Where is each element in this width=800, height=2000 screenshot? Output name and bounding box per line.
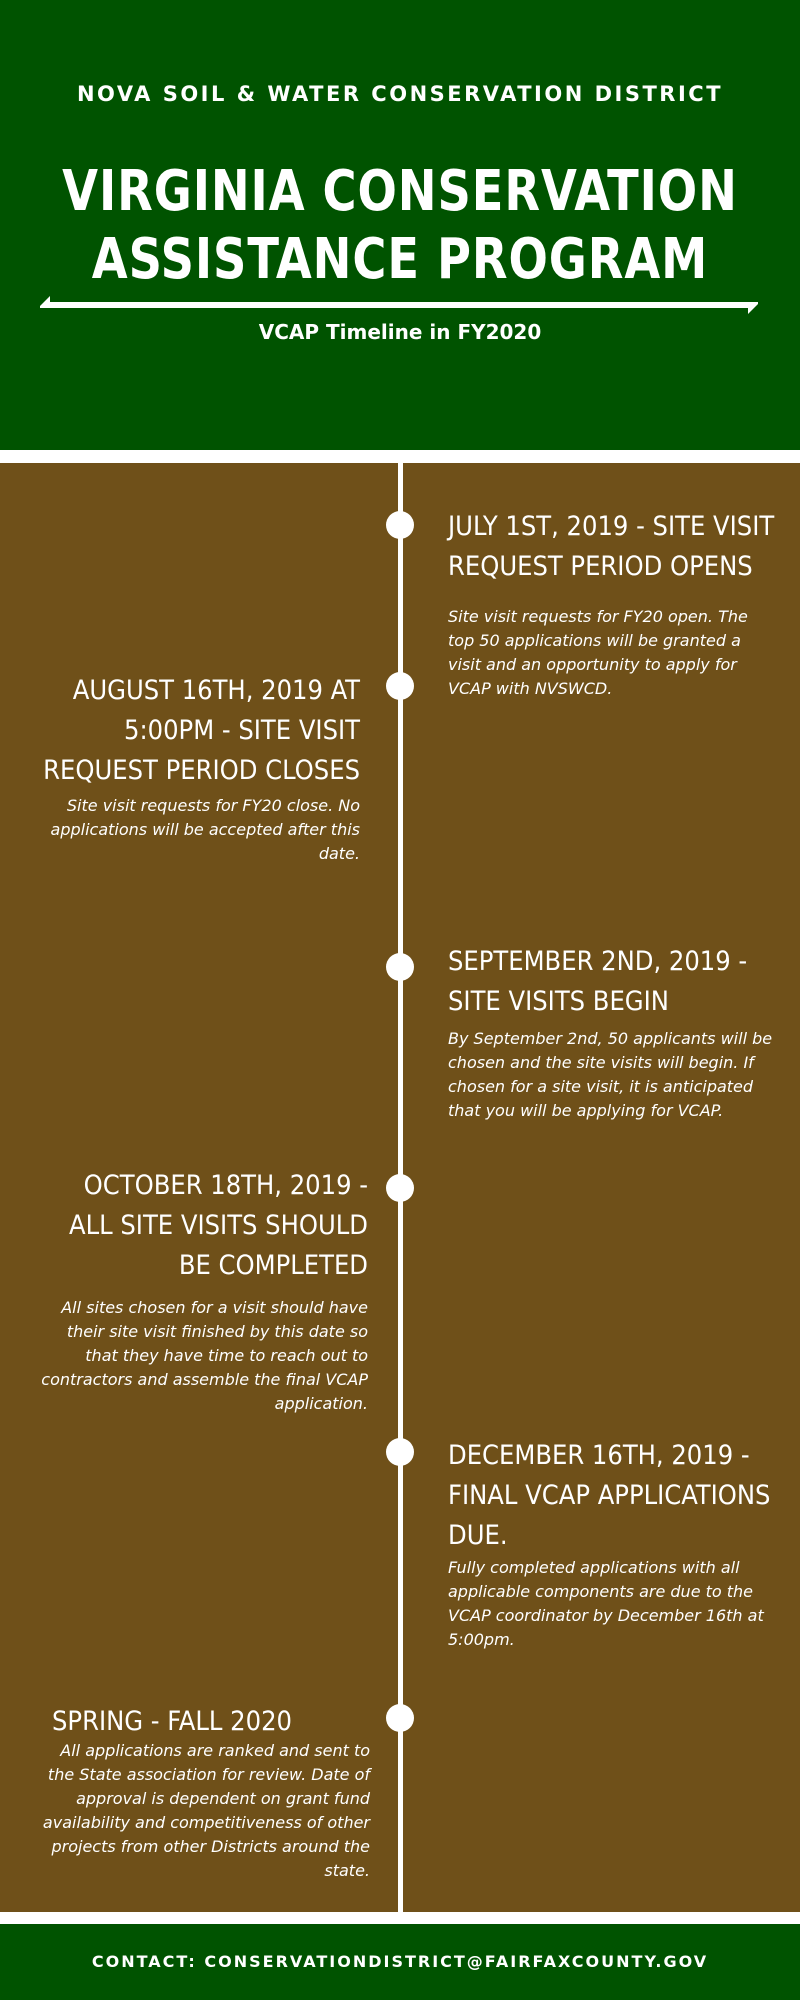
event-4-description: All sites chosen for a visit should have their site visit finished by this date so that they have time to reach out to contractors and assemble the final VCAP application. (41, 1298, 368, 1413)
title-underline-divider (40, 290, 758, 316)
timeline-dot-1 (386, 511, 414, 539)
event-3-title: SEPTEMBER 2ND, 2019 - SITE VISITS BEGIN (448, 946, 748, 1017)
contact-email: CONTACT: CONSERVATIONDISTRICT@FAIRFAXCOUNTY.GOV (91, 1952, 709, 1971)
event-2-description: Site visit requests for FY20 close. No applications will be accepted after this date. (50, 796, 360, 863)
title-line-1: VIRGINIA CONSERVATION (62, 159, 738, 224)
event-5-title: DECEMBER 16TH, 2019 - FINAL VCAP APPLICATIONS DUE. (448, 1440, 771, 1551)
event-2-title: AUGUST 16TH, 2019 AT 5:00PM - SITE VISIT REQUEST PERIOD CLOSES (43, 675, 360, 786)
event-5-description: Fully completed applications with all applicable components are due to the VCAP coordinator by December 16th at 5:00pm. (448, 1558, 764, 1649)
event-6-title: SPRING - FALL 2020 (52, 1706, 292, 1737)
event-6-description: All applications are ranked and sent to the State association for review. Date of approval is dependent on grant fund availability and competitiveness of other projects from other Districts around the state. (42, 1741, 370, 1880)
organization-name: NOVA SOIL & WATER CONSERVATION DISTRICT (76, 82, 724, 106)
timeline-dot-3 (386, 953, 414, 981)
event-4-title: OCTOBER 18TH, 2019 - ALL SITE VISITS SHOULD BE COMPLETED (68, 1170, 368, 1281)
event-3-description: By September 2nd, 50 applicants will be chosen and the site visits will begin. If chosen for a site visit, it is anticipated that you will be applying for VCAP. (448, 1029, 773, 1120)
timeline-dot-6 (386, 1704, 414, 1732)
timeline-dot-2 (386, 672, 414, 700)
subtitle: VCAP Timeline in FY2020 (258, 320, 542, 344)
timeline-dot-4 (386, 1174, 414, 1202)
title-line-2: ASSISTANCE PROGRAM (91, 227, 709, 292)
timeline-dot-5 (386, 1438, 414, 1466)
page-title (32, 158, 768, 294)
event-1-description: Site visit requests for FY20 open. The top 50 applications will be granted a visit and an opportunity to apply for VCAP with NVSWCD. (448, 607, 748, 698)
event-1-title: JULY 1ST, 2019 - SITE VISIT REQUEST PERIOD OPENS (448, 511, 775, 582)
